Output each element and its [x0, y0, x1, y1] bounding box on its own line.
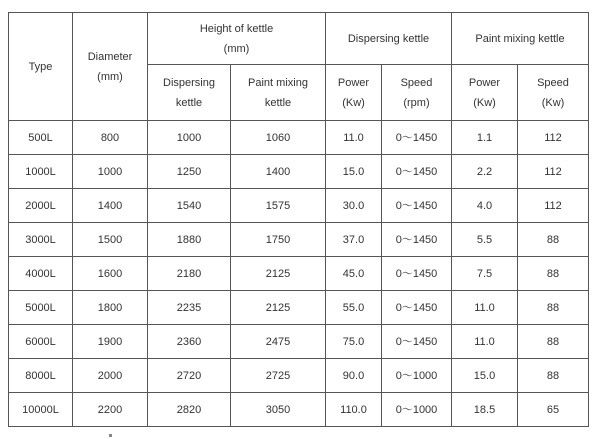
header-diameter-label: Diameter	[87, 50, 133, 63]
cell-disp-power: 30.0	[326, 189, 382, 223]
table-row	[9, 155, 589, 189]
cell-paint-power: 1.1	[452, 121, 518, 155]
cell-paint-speed: 112	[518, 155, 589, 189]
header-dispersing-group	[326, 13, 452, 65]
header-disp-power-label: Power	[337, 76, 370, 89]
cell-type: 3000L	[9, 223, 73, 257]
header-paint-speed-label: Speed	[537, 76, 569, 89]
header-paint-power-unit: (Kw)	[473, 96, 496, 109]
cell-disp-speed: 0～1450	[382, 325, 452, 359]
cell-type: 6000L	[9, 325, 73, 359]
cell-diameter: 800	[73, 121, 148, 155]
cell-paint-speed: 112	[518, 189, 589, 223]
cell-paint-power: 15.0	[452, 359, 518, 393]
header-diameter	[73, 13, 148, 121]
cell-disp-power: 90.0	[326, 359, 382, 393]
cell-disp-speed: 0～1000	[382, 359, 452, 393]
table-row	[9, 291, 589, 325]
cell-height-dispersing: 2180	[148, 257, 231, 291]
header-diameter-unit: (mm)	[97, 70, 123, 83]
cell-paint-power: 7.5	[452, 257, 518, 291]
cell-type: 10000L	[9, 393, 73, 427]
cell-paint-power: 18.5	[452, 393, 518, 427]
header-disp-power	[326, 65, 382, 121]
kettle-spec-table	[8, 12, 589, 427]
header-disp-speed-label: Speed	[400, 76, 433, 89]
cell-diameter: 1500	[73, 223, 148, 257]
cell-diameter: 1800	[73, 291, 148, 325]
cell-disp-power: 15.0	[326, 155, 382, 189]
cell-diameter: 2000	[73, 359, 148, 393]
cell-paint-speed: 88	[518, 291, 589, 325]
cell-paint-speed: 88	[518, 223, 589, 257]
table-row	[9, 393, 589, 427]
cell-disp-speed: 0～1450	[382, 155, 452, 189]
cell-paint-power: 5.5	[452, 223, 518, 257]
cell-height-paint: 2125	[231, 257, 326, 291]
header-paint-label: Paint mixing kettle	[475, 32, 565, 45]
cell-height-paint: 2475	[231, 325, 326, 359]
cell-disp-speed: 0～1450	[382, 189, 452, 223]
header-height-dispersing-line1: Dispersing	[163, 76, 215, 89]
spec-table-container	[8, 12, 589, 427]
header-height-paint	[231, 65, 326, 121]
cell-disp-power: 110.0	[326, 393, 382, 427]
header-dispersing-label: Dispersing kettle	[347, 32, 430, 45]
cell-height-paint: 3050	[231, 393, 326, 427]
cell-disp-power: 37.0	[326, 223, 382, 257]
cell-paint-speed: 88	[518, 257, 589, 291]
cell-height-paint: 1575	[231, 189, 326, 223]
cell-paint-speed: 88	[518, 359, 589, 393]
table-row	[9, 359, 589, 393]
cell-height-paint: 1400	[231, 155, 326, 189]
cell-disp-speed: 0～1450	[382, 257, 452, 291]
cell-diameter: 1600	[73, 257, 148, 291]
cell-type: 8000L	[9, 359, 73, 393]
cell-height-dispersing: 1250	[148, 155, 231, 189]
cell-height-dispersing: 2820	[148, 393, 231, 427]
stray-mark	[109, 434, 112, 437]
header-height-unit: (mm)	[223, 42, 250, 55]
cell-type: 500L	[9, 121, 73, 155]
cell-disp-power: 55.0	[326, 291, 382, 325]
header-height-label: Height of kettle	[199, 22, 274, 35]
header-height-paint-line2: kettle	[264, 96, 292, 109]
header-height-group	[148, 13, 326, 65]
cell-height-dispersing: 2235	[148, 291, 231, 325]
header-paint-speed-unit: (Kw)	[541, 96, 565, 109]
cell-diameter: 1400	[73, 189, 148, 223]
header-disp-speed-unit: (rpm)	[403, 96, 430, 109]
cell-paint-speed: 88	[518, 325, 589, 359]
header-paint-speed	[518, 65, 589, 121]
table-row	[9, 189, 589, 223]
table-row	[9, 325, 589, 359]
cell-height-paint: 1750	[231, 223, 326, 257]
cell-disp-speed: 0～1000	[382, 393, 452, 427]
cell-height-dispersing: 1540	[148, 189, 231, 223]
cell-height-paint: 2725	[231, 359, 326, 393]
cell-type: 5000L	[9, 291, 73, 325]
header-height-dispersing-line2: kettle	[175, 96, 203, 109]
table-row	[9, 223, 589, 257]
cell-paint-power: 4.0	[452, 189, 518, 223]
cell-paint-power: 11.0	[452, 291, 518, 325]
cell-paint-speed: 112	[518, 121, 589, 155]
header-height-dispersing	[148, 65, 231, 121]
cell-paint-power: 11.0	[452, 325, 518, 359]
header-type-label: Type	[28, 60, 53, 73]
table-row	[9, 257, 589, 291]
cell-disp-power: 75.0	[326, 325, 382, 359]
header-paint-group	[452, 13, 589, 65]
header-disp-speed	[382, 65, 452, 121]
cell-paint-speed: 65	[518, 393, 589, 427]
cell-diameter: 1000	[73, 155, 148, 189]
cell-diameter: 1900	[73, 325, 148, 359]
cell-type: 2000L	[9, 189, 73, 223]
table-row	[9, 121, 589, 155]
cell-disp-speed: 0～1450	[382, 291, 452, 325]
cell-height-dispersing: 1880	[148, 223, 231, 257]
header-type	[9, 13, 73, 121]
cell-height-paint: 1060	[231, 121, 326, 155]
header-paint-power-label: Power	[468, 76, 501, 89]
cell-disp-power: 11.0	[326, 121, 382, 155]
cell-disp-power: 45.0	[326, 257, 382, 291]
cell-type: 1000L	[9, 155, 73, 189]
header-paint-power	[452, 65, 518, 121]
cell-height-paint: 2125	[231, 291, 326, 325]
header-disp-power-unit: (Kw)	[342, 96, 365, 109]
cell-diameter: 2200	[73, 393, 148, 427]
cell-paint-power: 2.2	[452, 155, 518, 189]
header-height-paint-line1: Paint mixing	[248, 76, 308, 89]
cell-type: 4000L	[9, 257, 73, 291]
cell-height-dispersing: 1000	[148, 121, 231, 155]
cell-disp-speed: 0～1450	[382, 223, 452, 257]
cell-height-dispersing: 2720	[148, 359, 231, 393]
cell-disp-speed: 0～1450	[382, 121, 452, 155]
cell-height-dispersing: 2360	[148, 325, 231, 359]
